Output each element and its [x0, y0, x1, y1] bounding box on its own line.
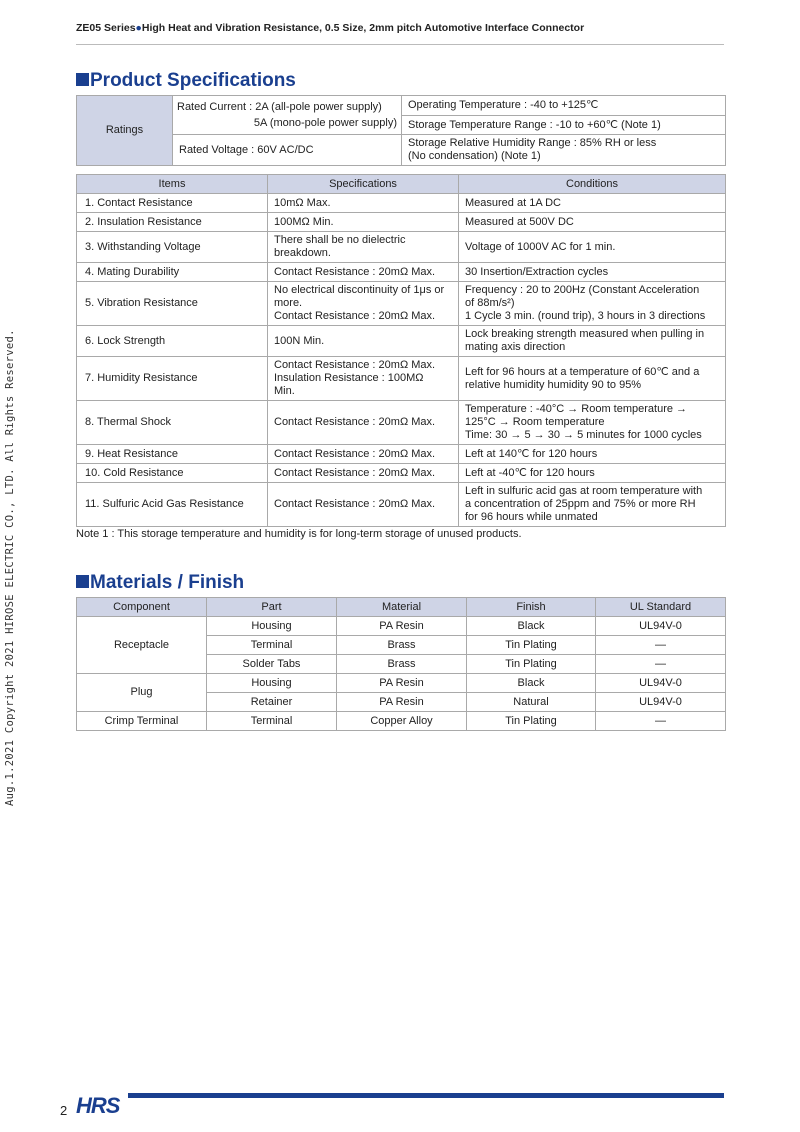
spec-value-line: Min.	[274, 385, 295, 397]
spec-condition-line: 125°C → Room temperature	[465, 416, 605, 428]
storage-humidity-line-2: (No condensation) (Note 1)	[408, 150, 541, 162]
spec-condition-line: Voltage of 1000V AC for 1 min.	[465, 240, 616, 253]
finish-name: Tin Plating	[467, 655, 596, 674]
spec-row	[77, 357, 726, 401]
spec-condition-line: Temperature : -40°C → Room temperature →	[465, 403, 688, 415]
spec-value	[268, 464, 459, 483]
spec-value	[268, 401, 459, 445]
spec-condition-line: Measured at 500V DC	[465, 215, 574, 228]
spec-item: 6. Lock Strength	[77, 326, 268, 357]
material-row	[77, 712, 726, 731]
spec-row	[77, 326, 726, 357]
spec-item: 8. Thermal Shock	[77, 401, 268, 445]
spec-condition-line: Time: 30 → 5 → 30 → 5 minutes for 1000 cycles	[465, 429, 702, 441]
spec-condition	[459, 401, 726, 445]
part-name: Retainer	[207, 693, 337, 712]
spec-row	[77, 213, 726, 232]
spec-condition	[459, 213, 726, 232]
page-header	[76, 22, 584, 34]
storage-humidity-line-1: Storage Relative Humidity Range : 85% RH or less	[408, 137, 657, 149]
square-bullet-icon	[76, 73, 89, 86]
header-divider	[76, 44, 724, 45]
spec-condition-line: Left at 140℃ for 120 hours	[465, 447, 598, 460]
material-row	[77, 674, 726, 693]
spec-value-line: Contact Resistance : 20mΩ Max.	[274, 310, 436, 322]
spec-condition-line: Left for 96 hours at a temperature of 60℃ and a	[465, 365, 700, 378]
spec-row	[77, 401, 726, 445]
spec-value-line: Contact Resistance : 20mΩ Max.	[274, 416, 436, 428]
col-header-specifications: Specifications	[268, 175, 459, 194]
ul-standard: UL94V-0	[596, 674, 726, 693]
spec-condition-line: Frequency : 20 to 200Hz (Constant Acceleration	[465, 284, 700, 296]
col-header-conditions: Conditions	[459, 175, 726, 194]
footer-bar	[128, 1093, 724, 1098]
spec-value-line: 10mΩ Max.	[274, 196, 331, 209]
spec-condition	[459, 282, 726, 326]
spec-value-line: breakdown.	[274, 247, 331, 259]
material-name: Brass	[337, 655, 467, 674]
spec-condition	[459, 232, 726, 263]
spec-item: 2. Insulation Resistance	[77, 213, 268, 232]
rated-current-cell	[173, 96, 402, 135]
spec-item: 11. Sulfuric Acid Gas Resistance	[77, 483, 268, 527]
spec-value	[268, 194, 459, 213]
spec-item: 5. Vibration Resistance	[77, 282, 268, 326]
spec-row	[77, 464, 726, 483]
spec-condition-line: 1 Cycle 3 min. (round trip), 3 hours in 3 directions	[465, 310, 706, 322]
spec-item: 4. Mating Durability	[77, 263, 268, 282]
spec-condition	[459, 483, 726, 527]
spec-item: 7. Humidity Resistance	[77, 357, 268, 401]
svg-text:HRS: HRS	[76, 1093, 120, 1118]
part-name: Housing	[207, 674, 337, 693]
material-name: PA Resin	[337, 617, 467, 636]
spec-value-line: 100N Min.	[274, 334, 325, 347]
component-name: Receptacle	[77, 617, 207, 674]
spec-value-line: Contact Resistance : 20mΩ Max.	[274, 466, 436, 479]
material-name: PA Resin	[337, 693, 467, 712]
materials-title-text: Materials / Finish	[90, 572, 245, 593]
spec-condition	[459, 464, 726, 483]
col-header-finish: Finish	[467, 598, 596, 617]
spec-value	[268, 357, 459, 401]
ul-standard: —	[596, 712, 726, 731]
part-name: Housing	[207, 617, 337, 636]
spec-row	[77, 445, 726, 464]
spec-value	[268, 445, 459, 464]
spec-value	[268, 232, 459, 263]
spec-condition-line: a concentration of 25ppm and 75% or more RH	[465, 498, 696, 510]
operating-temp: Operating Temperature : -40 to +125℃	[402, 96, 726, 116]
spec-condition-line: Measured at 1A DC	[465, 196, 561, 209]
col-header-ul-standard: UL Standard	[596, 598, 726, 617]
spec-item: 1. Contact Resistance	[77, 194, 268, 213]
spec-condition	[459, 326, 726, 357]
bullet-icon: ●	[135, 22, 142, 34]
spec-value	[268, 282, 459, 326]
spec-value-line: Insulation Resistance : 100MΩ	[274, 372, 424, 384]
spec-item: 10. Cold Resistance	[77, 464, 268, 483]
spec-condition-line: 30 Insertion/Extraction cycles	[465, 265, 609, 278]
spec-value-line: No electrical discontinuity of 1μs or	[274, 284, 445, 296]
spec-value-line: Contact Resistance : 20mΩ Max.	[274, 498, 436, 510]
spec-condition-line: for 96 hours while unmated	[465, 511, 598, 523]
spec-value	[268, 263, 459, 282]
rated-current-line-1: Rated Current : 2A (all-pole power supply)	[177, 100, 382, 113]
finish-name: Tin Plating	[467, 712, 596, 731]
finish-name: Black	[467, 617, 596, 636]
spec-row	[77, 483, 726, 527]
part-name: Terminal	[207, 636, 337, 655]
header-title: High Heat and Vibration Resistance, 0.5 Size, 2mm pitch Automotive Interface Connector	[141, 22, 585, 34]
storage-humidity-cell	[402, 135, 726, 166]
component-name: Plug	[77, 674, 207, 712]
hrs-logo-icon	[76, 1090, 126, 1118]
spec-condition-line: Lock breaking strength measured when pulling in	[465, 328, 705, 340]
series-name: ZE05 Series	[76, 22, 136, 34]
ratings-table	[76, 95, 726, 166]
copyright-sidebar	[2, 330, 16, 810]
ul-standard: —	[596, 655, 726, 674]
spec-value-line: There shall be no dielectric	[274, 234, 406, 246]
page-number: 2	[60, 1103, 68, 1118]
component-name: Crimp Terminal	[77, 712, 207, 731]
material-name: Copper Alloy	[337, 712, 467, 731]
spec-value-line: Contact Resistance : 20mΩ Max.	[274, 447, 436, 460]
spec-condition	[459, 263, 726, 282]
spec-condition-line: relative humidity humidity 90 to 95%	[465, 378, 642, 391]
part-name: Solder Tabs	[207, 655, 337, 674]
spec-value	[268, 213, 459, 232]
rated-current-line-2: 5A (mono-pole power supply)	[253, 116, 397, 129]
spec-row	[77, 194, 726, 213]
product-specs-title-text: Product Specifications	[90, 70, 296, 91]
finish-name: Tin Plating	[467, 636, 596, 655]
spec-value-line: Contact Resistance : 20mΩ Max.	[274, 265, 436, 278]
spec-condition-line: Left at -40℃ for 120 hours	[465, 466, 595, 479]
product-specs-title	[76, 70, 296, 92]
storage-note: Note 1 : This storage temperature and humidity is for long-term storage of unused products.	[76, 528, 522, 540]
col-header-part: Part	[207, 598, 337, 617]
material-row	[77, 617, 726, 636]
spec-condition-line: Left in sulfuric acid gas at room temperature with	[465, 485, 703, 497]
copyright-text: Aug.1.2021 Copyright 2021 HIROSE ELECTRIC CO., LTD. All Rights Reserved.	[4, 329, 16, 806]
spec-value	[268, 483, 459, 527]
spec-row	[77, 263, 726, 282]
spec-value	[268, 326, 459, 357]
materials-table	[76, 597, 726, 731]
spec-condition	[459, 194, 726, 213]
materials-title	[76, 572, 244, 594]
finish-name: Black	[467, 674, 596, 693]
col-header-items: Items	[77, 175, 268, 194]
square-bullet-icon	[76, 575, 89, 588]
material-name: Brass	[337, 636, 467, 655]
storage-temp: Storage Temperature Range : -10 to +60℃ (Note 1)	[402, 116, 726, 135]
spec-value-line: more.	[274, 297, 303, 309]
spec-row	[77, 282, 726, 326]
part-name: Terminal	[207, 712, 337, 731]
ratings-label: Ratings	[77, 96, 173, 166]
ul-standard: UL94V-0	[596, 617, 726, 636]
ul-standard: UL94V-0	[596, 693, 726, 712]
col-header-material: Material	[337, 598, 467, 617]
spec-row	[77, 232, 726, 263]
spec-condition	[459, 357, 726, 401]
specifications-table	[76, 174, 726, 527]
spec-value-line: Contact Resistance : 20mΩ Max.	[274, 359, 436, 371]
spec-item: 3. Withstanding Voltage	[77, 232, 268, 263]
spec-item: 9. Heat Resistance	[77, 445, 268, 464]
material-name: PA Resin	[337, 674, 467, 693]
ul-standard: —	[596, 636, 726, 655]
col-header-component: Component	[77, 598, 207, 617]
spec-value-line: 100MΩ Min.	[274, 215, 334, 228]
spec-condition-line: of 88m/s²)	[465, 297, 515, 309]
rated-voltage: Rated Voltage : 60V AC/DC	[173, 135, 402, 166]
hrs-logo	[76, 1090, 126, 1123]
spec-condition	[459, 445, 726, 464]
spec-condition-line: mating axis direction	[465, 341, 566, 353]
finish-name: Natural	[467, 693, 596, 712]
